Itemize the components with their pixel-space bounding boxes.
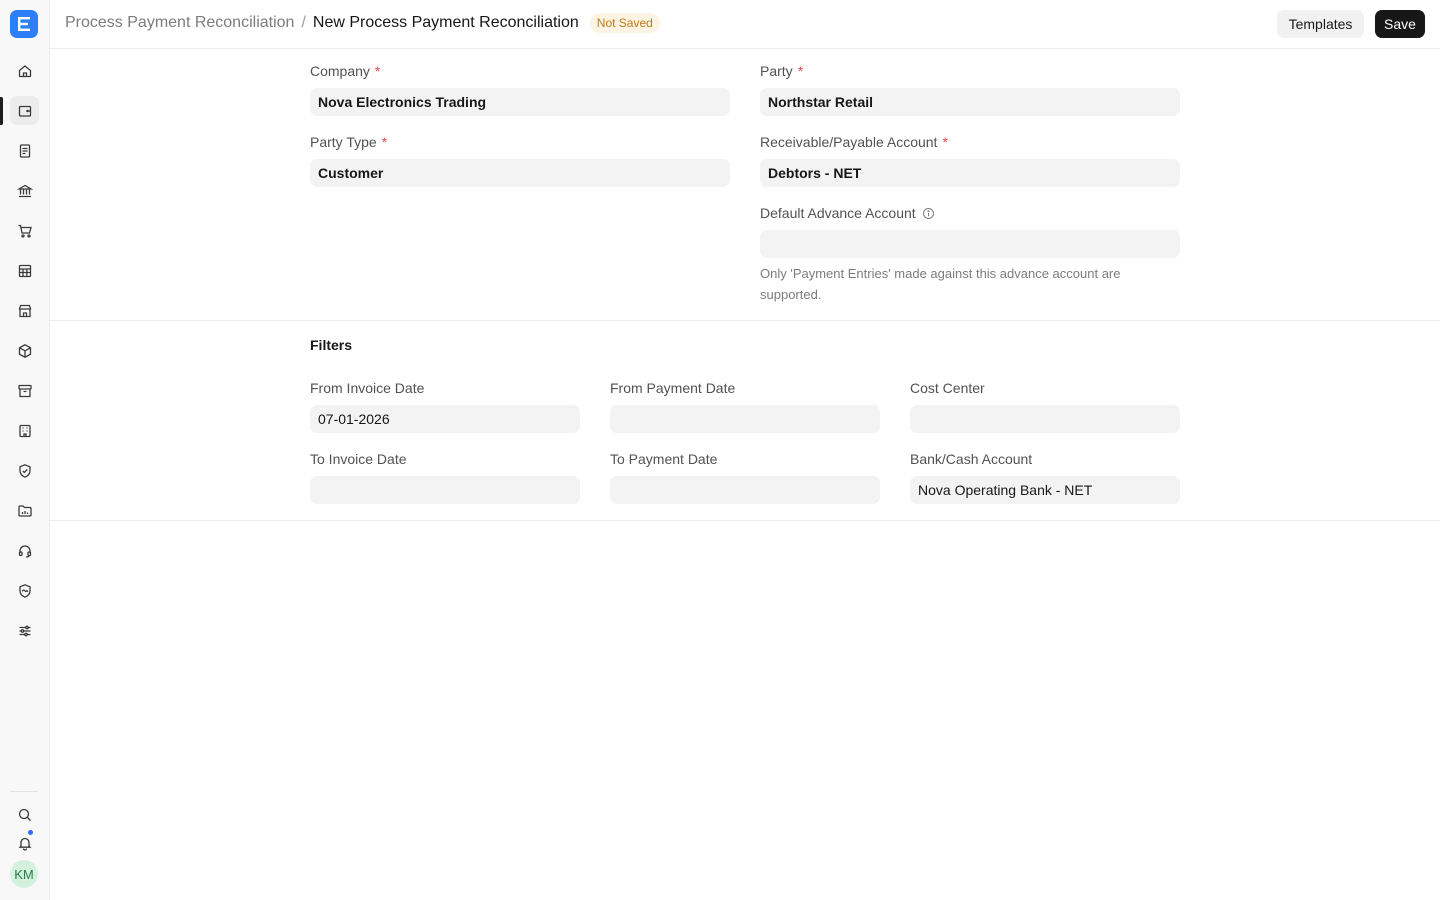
cart-icon xyxy=(17,223,33,239)
folder-chart-icon xyxy=(17,503,33,519)
default-advance-account-label: Default Advance Account xyxy=(760,205,935,221)
receivable-payable-account-field[interactable]: Debtors - NET xyxy=(760,159,1180,187)
breadcrumb-parent-link[interactable]: Process Payment Reconciliation xyxy=(65,14,295,31)
to-invoice-date-label: To Invoice Date xyxy=(310,451,407,467)
sliders-icon xyxy=(17,623,33,639)
handshake-icon xyxy=(17,583,33,599)
templates-button[interactable]: Templates xyxy=(1277,10,1364,38)
required-marker: * xyxy=(381,134,388,150)
bank-cash-account-field[interactable]: Nova Operating Bank - NET xyxy=(910,476,1180,504)
company-label: Company * xyxy=(310,63,381,79)
required-marker: * xyxy=(797,63,804,79)
section-divider xyxy=(50,320,1440,321)
sidebar-item-invoices[interactable] xyxy=(10,136,39,165)
archive-icon xyxy=(17,383,33,399)
store-icon xyxy=(17,303,33,319)
sidebar-item-assets[interactable] xyxy=(10,416,39,445)
sidebar-item-projects[interactable] xyxy=(10,496,39,525)
cost-center-label: Cost Center xyxy=(910,380,985,396)
sidebar-item-home[interactable] xyxy=(10,56,39,85)
bell-icon xyxy=(17,835,33,851)
party-field[interactable]: Northstar Retail xyxy=(760,88,1180,116)
default-advance-account-help: Only 'Payment Entries' made against this advance account are supported. xyxy=(760,266,1121,302)
bank-icon xyxy=(17,183,33,199)
to-invoice-date-field[interactable] xyxy=(310,476,580,504)
breadcrumb-separator: / xyxy=(301,14,306,31)
company-field[interactable]: Nova Electronics Trading xyxy=(310,88,730,116)
section-divider xyxy=(50,520,1440,521)
save-button[interactable]: Save xyxy=(1375,10,1425,38)
active-nav-marker xyxy=(0,97,3,125)
sidebar-search-button[interactable] xyxy=(10,800,39,829)
search-icon xyxy=(17,807,33,823)
to-payment-date-label: To Payment Date xyxy=(610,451,718,467)
sidebar-item-banking[interactable] xyxy=(10,176,39,205)
default-advance-account-field[interactable] xyxy=(760,230,1180,258)
filters-section-title: Filters xyxy=(310,337,353,353)
sidebar-item-accounting[interactable] xyxy=(10,96,39,125)
sidebar-notifications-button[interactable] xyxy=(10,828,39,857)
sidebar-item-selling[interactable] xyxy=(10,296,39,325)
required-marker: * xyxy=(374,63,381,79)
home-icon xyxy=(17,63,33,79)
breadcrumb xyxy=(65,13,660,33)
sidebar xyxy=(0,0,50,900)
building-icon xyxy=(17,423,33,439)
headset-icon xyxy=(17,543,33,559)
cost-center-field[interactable] xyxy=(910,405,1180,433)
shield-check-icon xyxy=(17,463,33,479)
info-icon[interactable] xyxy=(922,207,935,220)
sidebar-item-archive[interactable] xyxy=(10,376,39,405)
sidebar-item-quality[interactable] xyxy=(10,456,39,485)
to-payment-date-field[interactable] xyxy=(610,476,880,504)
party-label: Party * xyxy=(760,63,804,79)
required-marker: * xyxy=(942,134,948,150)
sidebar-item-buying[interactable] xyxy=(10,216,39,245)
page-title: New Process Payment Reconciliation xyxy=(312,14,579,31)
from-payment-date-label: From Payment Date xyxy=(610,380,736,396)
party-type-label: Party Type * xyxy=(310,134,388,150)
sidebar-item-crm[interactable] xyxy=(10,576,39,605)
sidebar-item-table[interactable] xyxy=(10,256,39,285)
receivable-payable-account-label: Receivable/Payable Account * xyxy=(760,134,948,150)
sidebar-item-settings[interactable] xyxy=(10,616,39,645)
from-invoice-date-label: From Invoice Date xyxy=(310,380,425,396)
from-payment-date-field[interactable] xyxy=(610,405,880,433)
party-type-field[interactable]: Customer xyxy=(310,159,730,187)
erp-logo-icon xyxy=(17,16,31,32)
table-icon xyxy=(17,263,33,279)
sidebar-item-stock[interactable] xyxy=(10,336,39,365)
avatar[interactable]: KM xyxy=(10,860,38,888)
page-header xyxy=(50,0,1440,49)
wallet-icon xyxy=(17,103,33,119)
notification-dot xyxy=(27,829,34,836)
box-icon xyxy=(17,343,33,359)
sidebar-divider xyxy=(10,791,38,792)
from-invoice-date-field[interactable]: 07-01-2026 xyxy=(310,405,580,433)
app-logo[interactable] xyxy=(10,10,38,38)
status-badge: Not Saved xyxy=(590,13,660,33)
bank-cash-account-label: Bank/Cash Account xyxy=(910,451,1033,467)
sidebar-item-support[interactable] xyxy=(10,536,39,565)
document-icon xyxy=(17,143,33,159)
